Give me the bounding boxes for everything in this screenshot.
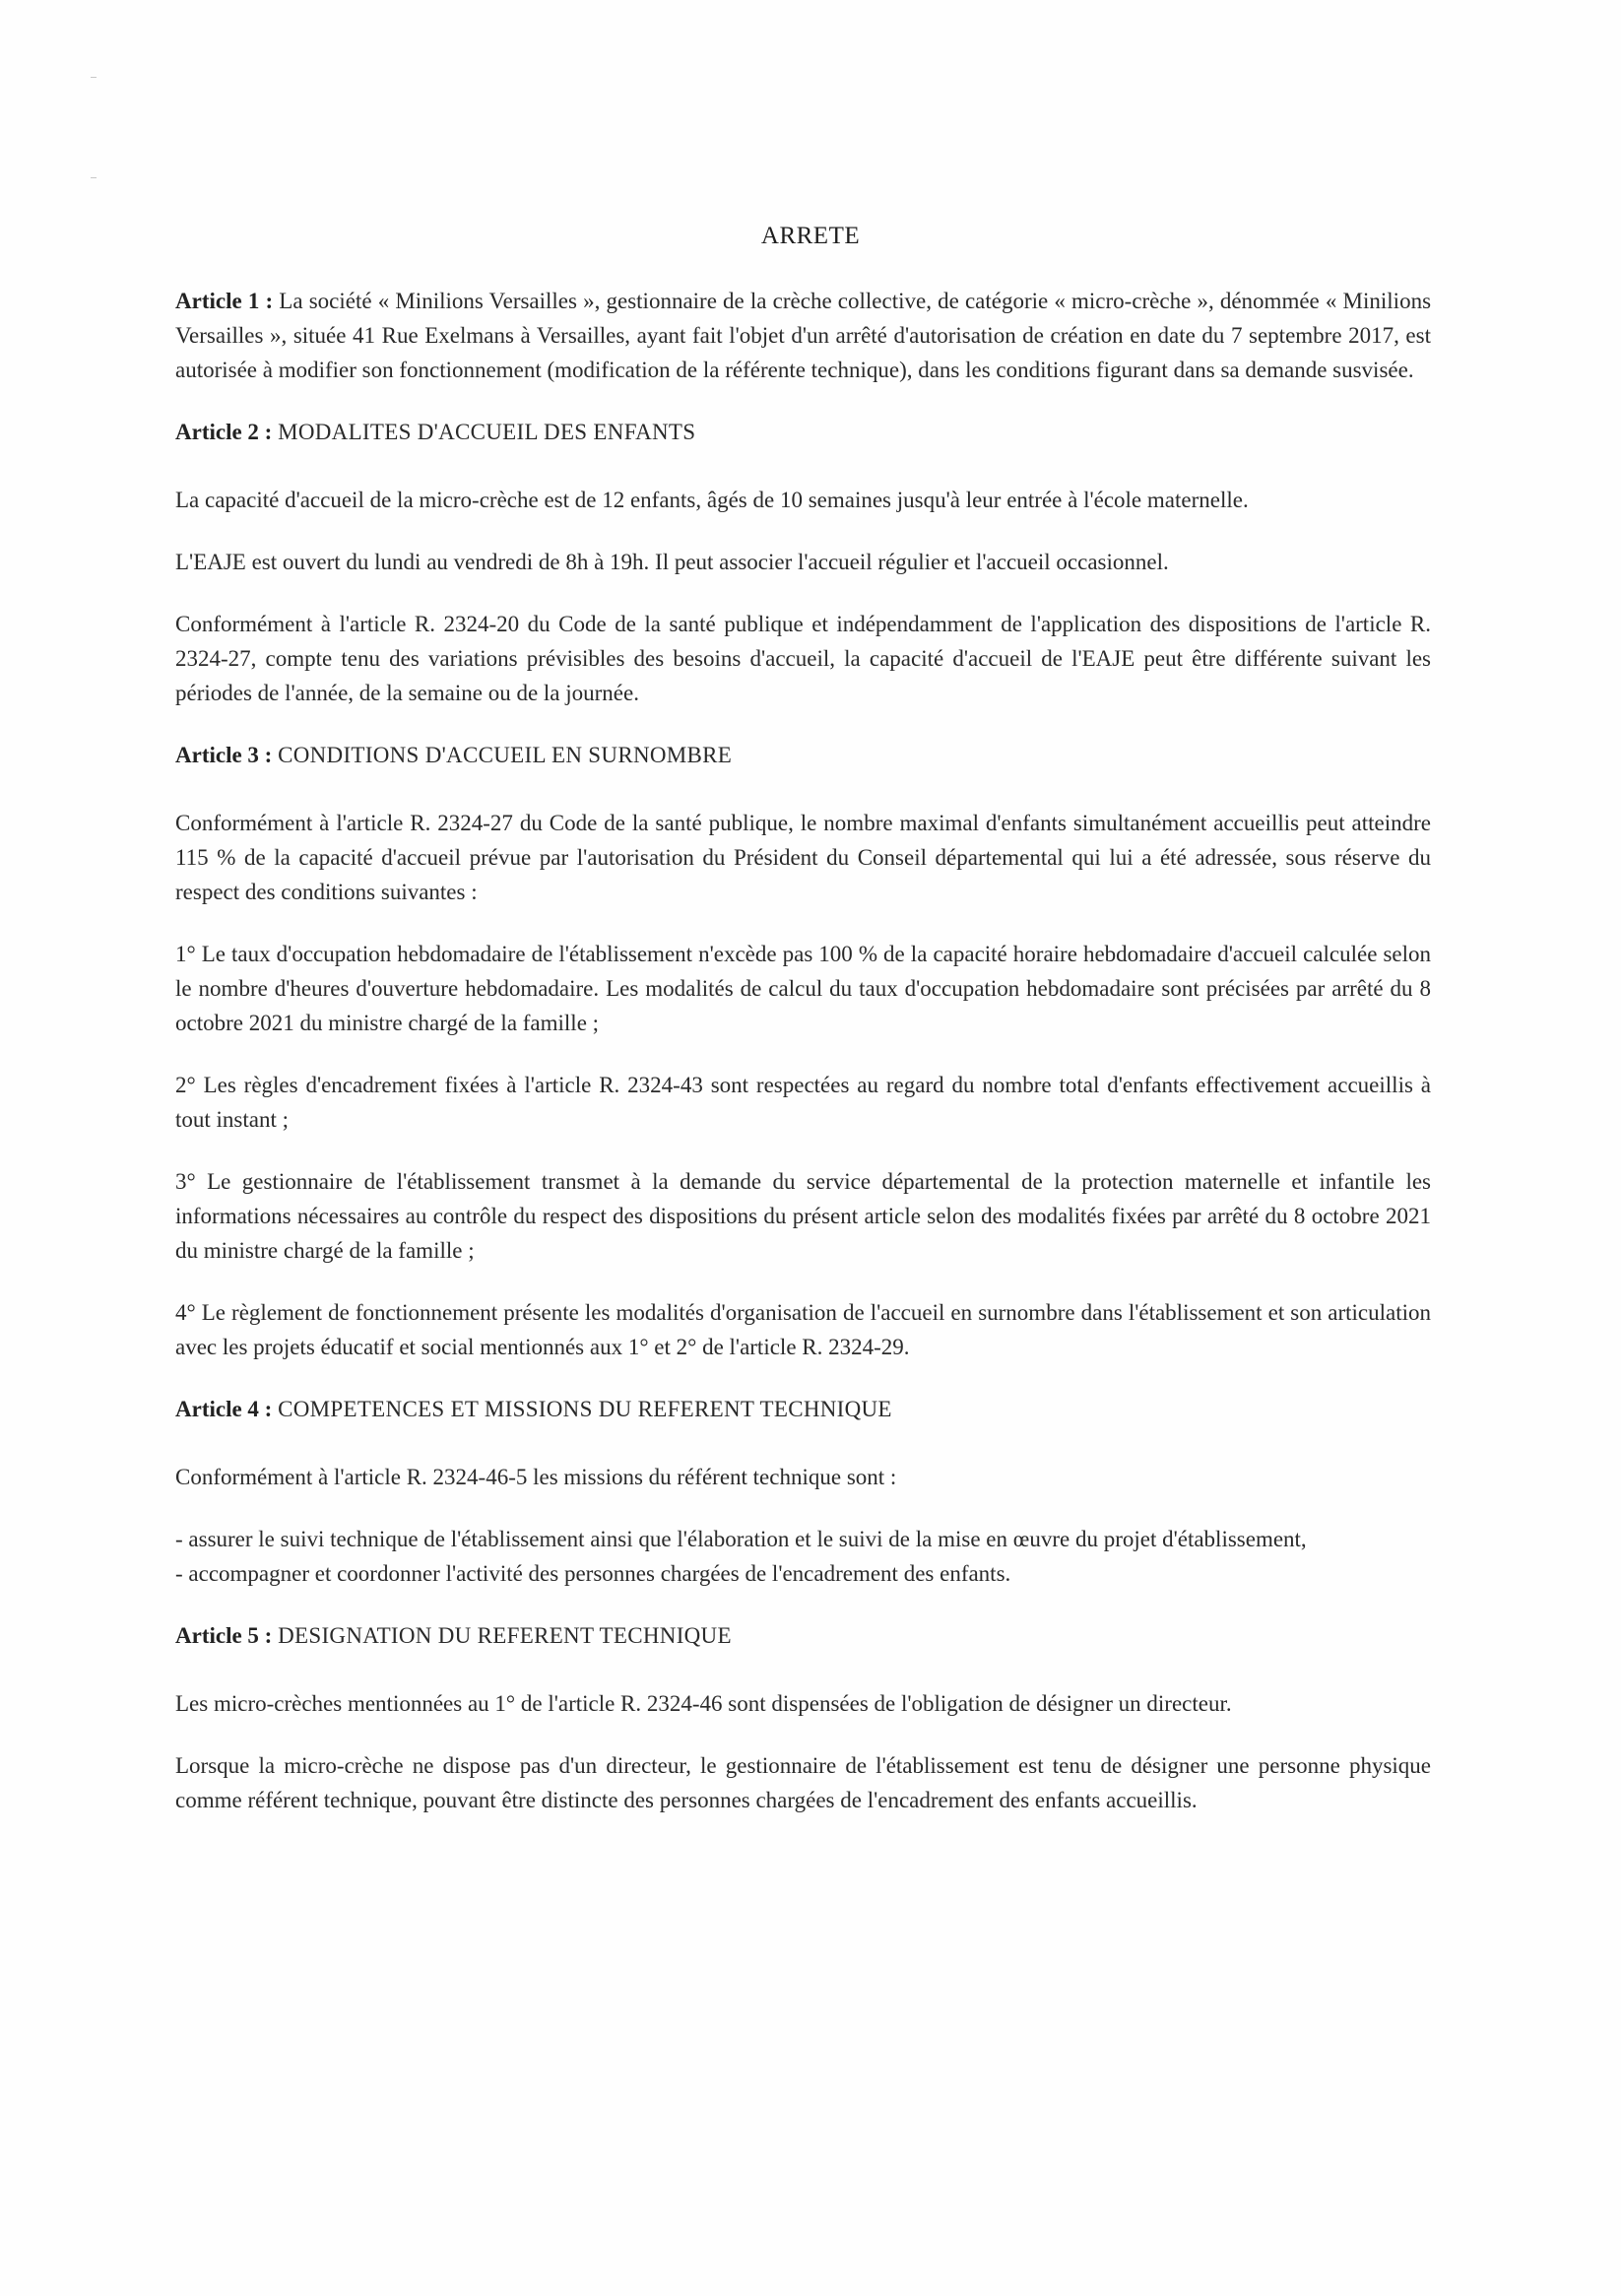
- article-5-label: Article 5 :: [175, 1623, 273, 1648]
- article-2-paragraph-3: Conformément à l'article R. 2324-20 du Code de la santé publique et indépendamment de l'application des dispositions de l'article R. 2324-27, compte tenu des variations prévisibles des besoins d'accueil, la capacité d'accueil de l'EAJE peut être différente suivant les périodes de l'année, de la semaine ou de la journée.: [175, 612, 1431, 705]
- article-3-paragraph-5: 4° Le règlement de fonctionnement présente les modalités d'organisation de l'accueil en surnombre dans l'établissement et son articulation avec les projets éducatif et social mentionnés aux 1° et 2° de l'article R. 2324-29.: [175, 1300, 1431, 1359]
- article-3-heading: CONDITIONS D'ACCUEIL EN SURNOMBRE: [278, 743, 733, 767]
- article-4-paragraph-1: Conformément à l'article R. 2324-46-5 les missions du référent technique sont :: [175, 1465, 897, 1489]
- article-3-paragraph-1: Conformément à l'article R. 2324-27 du Code de la santé publique, le nombre maximal d'enfants simultanément accueillis peut atteindre 115 % de la capacité d'accueil prévue par l'autorisation du Président du Conseil départemental qui lui a été adressée, sous réserve du respect des conditions suivantes :: [175, 811, 1431, 904]
- article-2-heading: MODALITES D'ACCUEIL DES ENFANTS: [278, 420, 696, 444]
- article-3-label: Article 3 :: [175, 743, 273, 767]
- article-2-header: [175, 415, 1431, 449]
- article-4-list: [175, 1522, 1431, 1591]
- article-4-header: [175, 1392, 1431, 1426]
- scan-margin-mark: [91, 77, 97, 78]
- list-item: - accompagner et coordonner l'activité des personnes chargées de l'encadrement des enfants.: [175, 1561, 1011, 1586]
- article-3-paragraph-3: 2° Les règles d'encadrement fixées à l'article R. 2324-43 sont respectées au regard du nombre total d'enfants effectivement accueillis à tout instant ;: [175, 1073, 1431, 1132]
- article-1-paragraph-1: La société « Minilions Versailles », gestionnaire de la crèche collective, de catégorie « micro-crèche », dénommée « Minilions Versailles », située 41 Rue Exelmans à Versailles, ayant fait l'objet d'un arrêté d'autorisation de création en date du 7 septembre 2017, est autorisée à modifier son fonctionnement (modification de la référente technique), dans les conditions figurant dans sa demande susvisée.: [175, 289, 1432, 382]
- list-item: - assurer le suivi technique de l'établissement ainsi que l'élaboration et le suivi de la mise en œuvre du projet d'établissement,: [175, 1527, 1307, 1551]
- scan-margin-mark: [91, 177, 97, 178]
- article-2-label: Article 2 :: [175, 420, 273, 444]
- article-5-header: [175, 1618, 1431, 1653]
- article-5-paragraph-1: Les micro-crèches mentionnées au 1° de l'article R. 2324-46 sont dispensées de l'obligation de désigner un directeur.: [175, 1691, 1232, 1716]
- document-title: ARRETE: [760, 223, 861, 249]
- article-3-paragraph-4: 3° Le gestionnaire de l'établissement transmet à la demande du service départemental de la protection maternelle et infantile les informations nécessaires au contrôle du respect des dispositions du présent article selon des modalités fixées par arrêté du 8 octobre 2021 du ministre chargé de la famille ;: [175, 1169, 1431, 1263]
- article-2-paragraph-2: L'EAJE est ouvert du lundi au vendredi de 8h à 19h. Il peut associer l'accueil régulier et l'accueil occasionnel.: [175, 550, 1169, 574]
- article-2-paragraph-1: La capacité d'accueil de la micro-crèche est de 12 enfants, âgés de 10 semaines jusqu'à leur entrée à l'école maternelle.: [175, 488, 1249, 512]
- article-5-paragraph-2: Lorsque la micro-crèche ne dispose pas d'un directeur, le gestionnaire de l'établissement est tenu de désigner une personne physique comme référent technique, pouvant être distincte des personnes chargées de l'encadrement des enfants accueillis.: [175, 1753, 1431, 1812]
- article-3-paragraph-2: 1° Le taux d'occupation hebdomadaire de l'établissement n'excède pas 100 % de la capacité horaire hebdomadaire d'accueil calculée selon le nombre d'heures d'ouverture hebdomadaire. Les modalités de calcul du taux d'occupation hebdomadaire sont précisées par arrêté du 8 octobre 2021 du ministre chargé de la famille ;: [175, 942, 1431, 1035]
- document-body: [175, 284, 1431, 1845]
- article-4-label: Article 4 :: [175, 1397, 273, 1421]
- article-5-heading: DESIGNATION DU REFERENT TECHNIQUE: [278, 1623, 732, 1648]
- article-4-heading: COMPETENCES ET MISSIONS DU REFERENT TECHNIQUE: [278, 1397, 892, 1421]
- article-1: [175, 284, 1431, 387]
- article-1-label: Article 1 :: [175, 289, 274, 313]
- article-3-header: [175, 738, 1431, 772]
